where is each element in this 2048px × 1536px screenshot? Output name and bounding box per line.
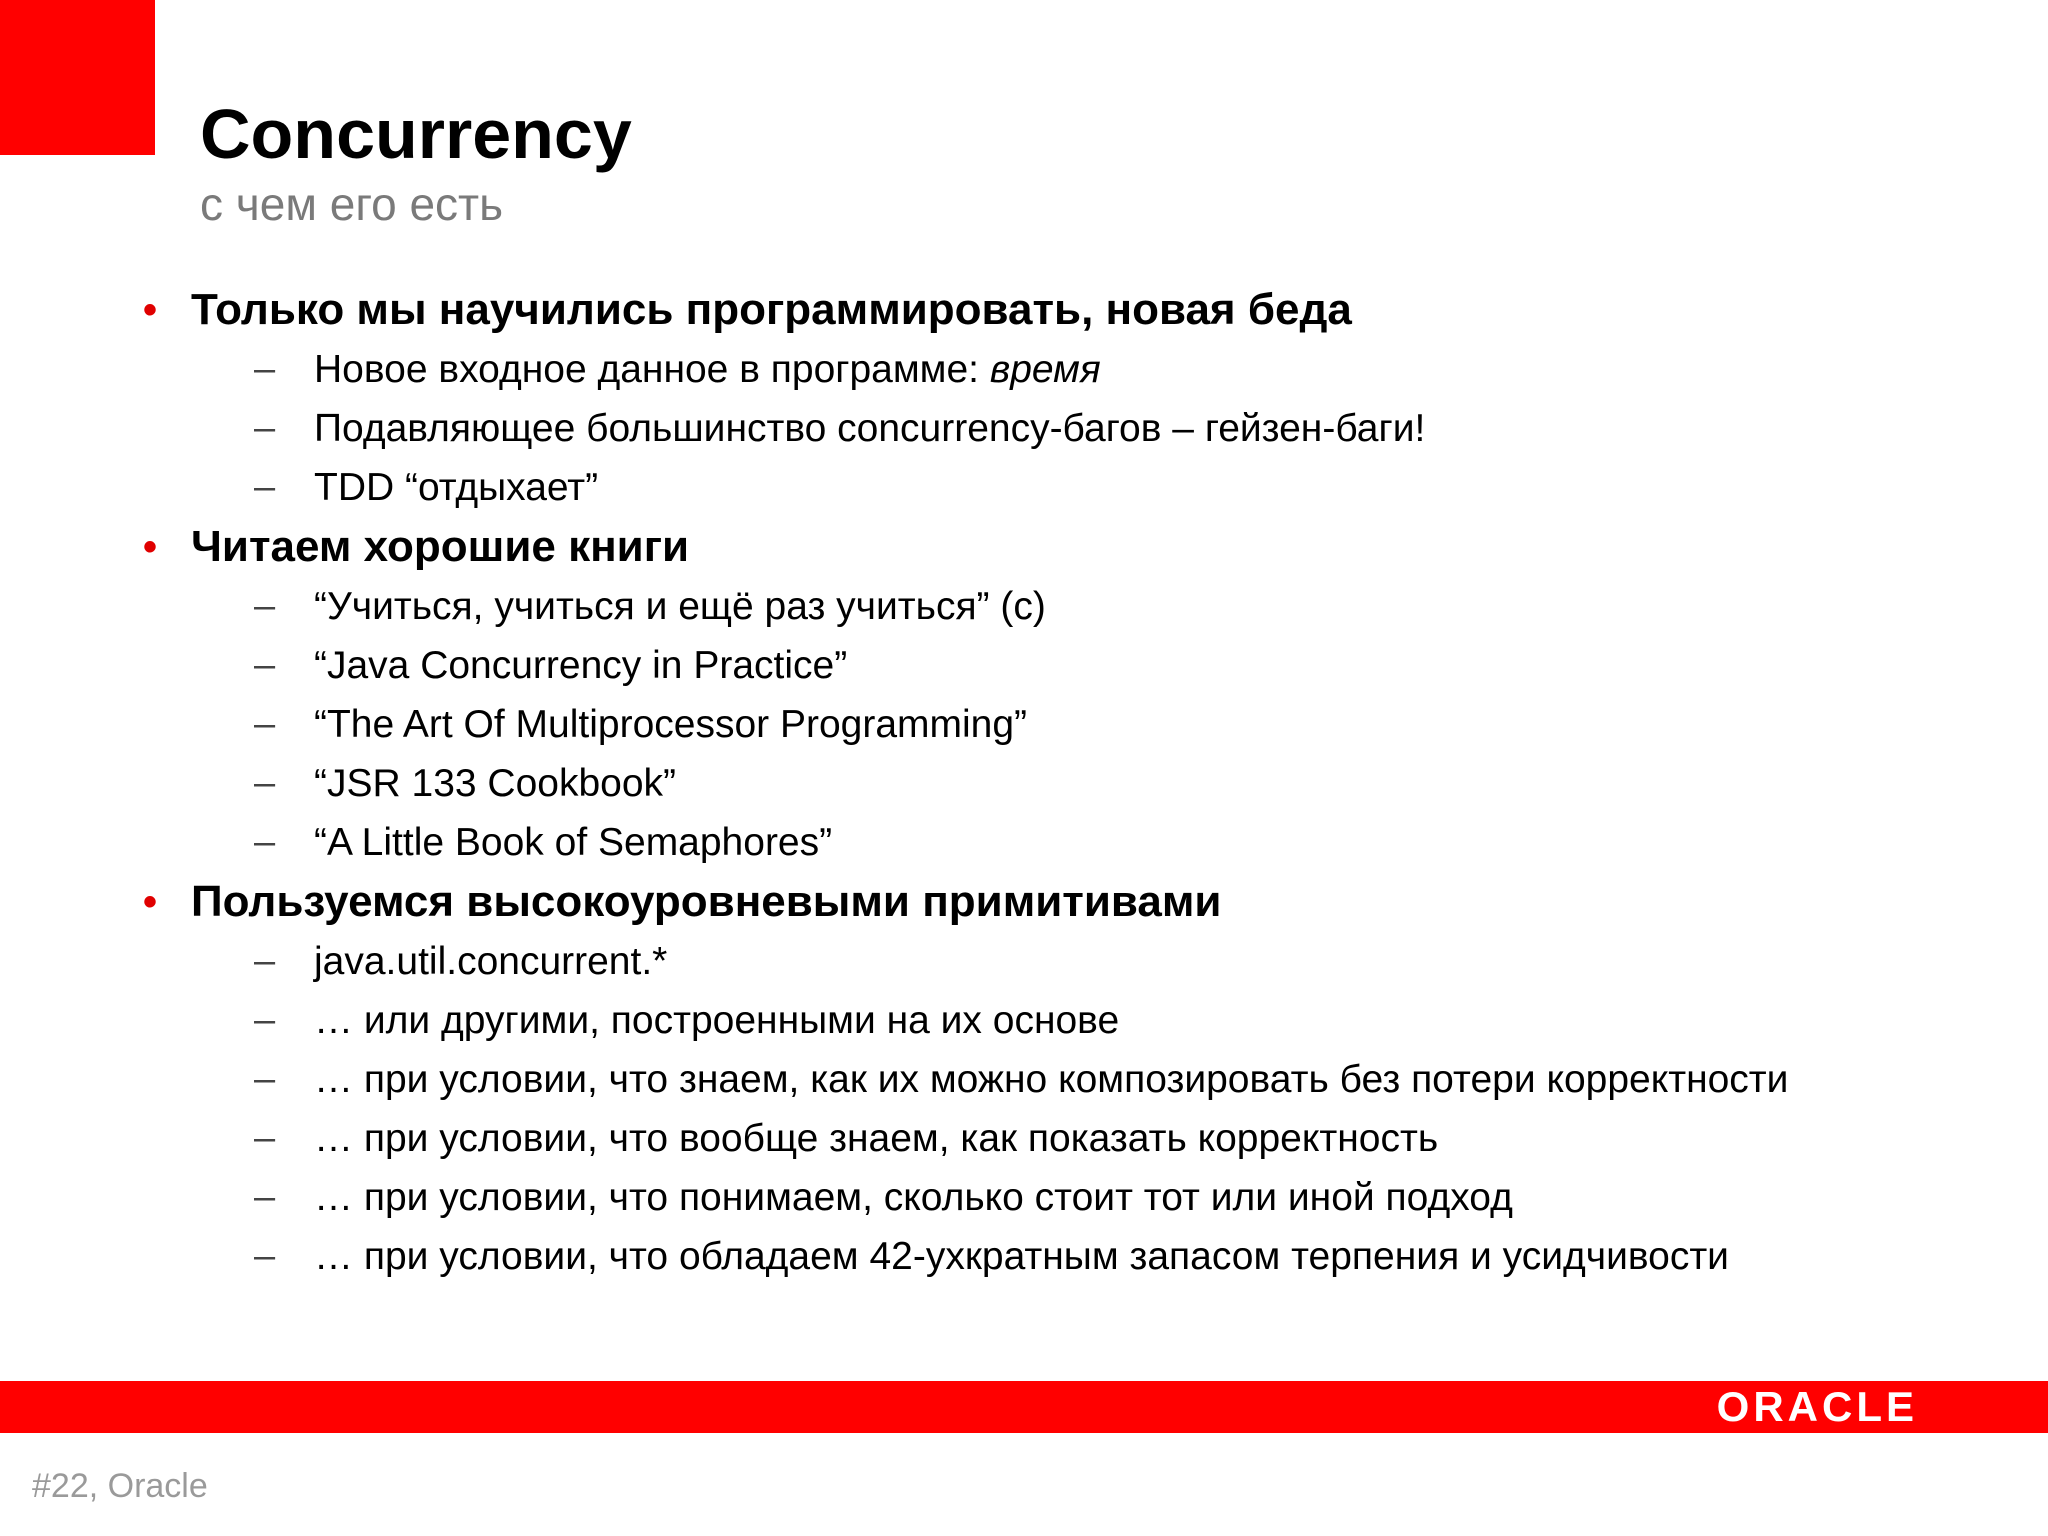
bullet-list xyxy=(0,280,2048,1286)
sub-item-text: “The Art Of Multiprocessor Programming” xyxy=(314,703,1028,746)
sub-item xyxy=(0,695,2048,754)
corner-accent-block xyxy=(0,0,155,155)
sub-item xyxy=(0,340,2048,399)
sub-item-dash: – xyxy=(254,466,276,508)
sub-item xyxy=(0,1050,2048,1109)
sub-item-text: … или другими, построенными на их основе xyxy=(314,999,1120,1042)
sub-item-dash: – xyxy=(254,585,276,627)
sub-item-dash: – xyxy=(254,1235,276,1277)
slide-subtitle: с чем его есть xyxy=(200,178,504,230)
sub-item xyxy=(0,636,2048,695)
sub-item-text: “Java Concurrency in Practice” xyxy=(314,644,848,687)
bullet-marker: • xyxy=(143,288,158,332)
slide-title: Concurrency xyxy=(200,95,632,173)
sub-item-dash: – xyxy=(254,703,276,745)
sub-item-dash: – xyxy=(254,999,276,1041)
sub-item-text: TDD “отдыхает” xyxy=(314,466,599,509)
sub-item-text xyxy=(314,340,1101,399)
sub-item-dash: – xyxy=(254,940,276,982)
bullet-item xyxy=(0,517,2048,577)
bullet-item xyxy=(0,280,2048,340)
sub-item-text: java.util.concurrent.* xyxy=(314,940,668,983)
sub-item-dash: – xyxy=(254,1176,276,1218)
sub-item-dash: – xyxy=(254,644,276,686)
sub-item xyxy=(0,754,2048,813)
bullet-text: Пользуемся высокоуровневыми примитивами xyxy=(191,877,1222,926)
sub-item-text: … при условии, что вообще знаем, как показать корректность xyxy=(314,1117,1439,1160)
sub-item-dash: – xyxy=(254,348,276,390)
sub-item-text: “A Little Book of Semaphores” xyxy=(314,821,833,864)
sub-item xyxy=(0,1227,2048,1286)
sub-item-text: … при условии, что знаем, как их можно композировать без потери корректности xyxy=(314,1058,1789,1101)
sub-item xyxy=(0,813,2048,872)
sub-item xyxy=(0,399,2048,458)
sub-item xyxy=(0,991,2048,1050)
sub-item xyxy=(0,932,2048,991)
page-number-label: #22, Oracle xyxy=(32,1467,208,1505)
bullet-marker: • xyxy=(143,525,158,569)
sub-item xyxy=(0,577,2048,636)
sub-item-text: … при условии, что обладаем 42-ухкратным запасом терпения и усидчивости xyxy=(314,1235,1729,1278)
sub-item-text: Подавляющее большинство concurrency-багов – гейзен-баги! xyxy=(314,407,1426,450)
sub-item-text-plain: Новое входное данное в программе: xyxy=(314,348,990,391)
sub-item-dash: – xyxy=(254,407,276,449)
bullet-text: Только мы научились программировать, новая беда xyxy=(191,285,1352,334)
sub-item-text: … при условии, что понимаем, сколько стоит тот или иной подход xyxy=(314,1176,1513,1219)
sub-item-dash: – xyxy=(254,1117,276,1159)
bullet-item xyxy=(0,872,2048,932)
sub-item-dash: – xyxy=(254,821,276,863)
sub-item xyxy=(0,1168,2048,1227)
bullet-text: Читаем хорошие книги xyxy=(191,522,690,571)
oracle-logo: ORACLE xyxy=(1716,1383,1918,1430)
sub-item-dash: – xyxy=(254,762,276,804)
sub-item-text-italic: время xyxy=(989,348,1101,391)
sub-item-dash: – xyxy=(254,1058,276,1100)
bullet-marker: • xyxy=(143,880,158,924)
sub-item-text: “Учиться, учиться и ещё раз учиться” (c) xyxy=(314,585,1046,628)
footer-bar xyxy=(0,1381,2048,1433)
sub-item-text: “JSR 133 Cookbook” xyxy=(314,762,677,805)
sub-item xyxy=(0,1109,2048,1168)
sub-item xyxy=(0,458,2048,517)
